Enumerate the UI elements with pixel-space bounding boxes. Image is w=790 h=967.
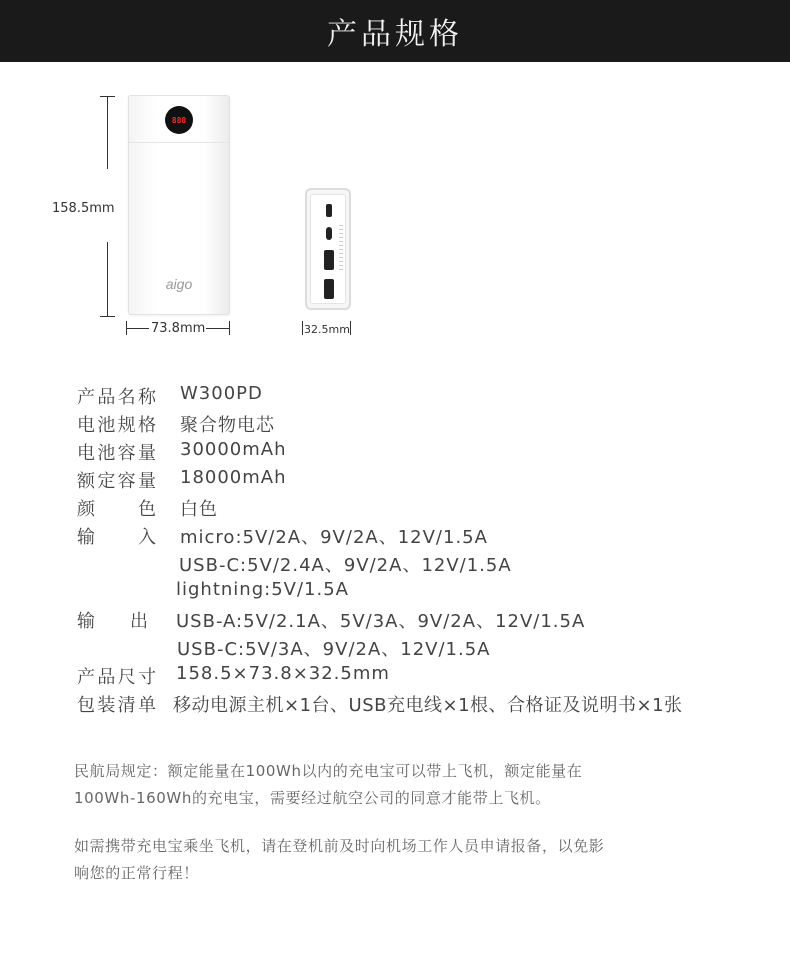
dimension-tick [229,321,230,335]
height-dimension-label: 158.5mm [52,201,115,216]
micro-port-icon [326,204,332,217]
dimension-line [206,328,229,329]
width-dimension-label: 73.8mm [151,321,206,336]
page-title: 产品规格 [327,17,463,52]
spec-label: 产品尺寸 [77,667,157,688]
notice-line: 响您的正常行程！ [74,864,199,882]
travel-reminder-notice [74,833,734,887]
spec-label: 额定容量 [77,471,157,492]
dimension-line [127,328,149,329]
spec-value: 聚合物电芯 [180,415,275,436]
spec-value: W300PD [180,383,263,404]
spec-label: 颜色 [77,499,157,520]
spec-value: 白色 [180,499,218,520]
dimension-line [107,96,108,169]
spec-label: 电池容量 [77,443,157,464]
digital-display-icon [165,106,193,134]
page-header [0,0,790,62]
display-digits: 888 [171,115,187,125]
spec-label: 包装清单 [77,695,157,716]
spec-value: USB-C:5V/2.4A、9V/2A、12V/1.5A [179,555,512,576]
spec-value: 移动电源主机×1台、USB充电线×1根、合格证及说明书×1张 [173,695,683,716]
spec-label: 电池规格 [77,415,157,436]
dimension-tick [100,316,115,317]
notice-line: 100Wh-160Wh的充电宝，需要经过航空公司的同意才能带上飞机。 [74,789,551,807]
usb-c-port-icon [326,227,332,240]
spec-value: 30000mAh [180,439,287,460]
spec-value: micro:5V/2A、9V/2A、12V/1.5A [180,527,488,548]
dimension-tick [302,321,303,335]
dimension-tick [350,321,351,335]
spec-label: 产品名称 [77,387,157,408]
spec-value: USB-C:5V/3A、9V/2A、12V/1.5A [177,639,491,660]
body-seam [129,142,229,143]
spec-value: 158.5×73.8×32.5mm [176,663,390,684]
dimension-line [107,242,108,316]
power-bank-side-image [305,188,351,310]
aigo-logo: aigo [165,276,193,292]
product-figure [0,62,790,362]
port-text-icon [339,225,343,273]
notice-line: 民航局规定：额定能量在100Wh以内的充电宝可以带上飞机，额定能量在 [74,762,583,780]
spec-value: 18000mAh [180,467,287,488]
power-bank-front-image [128,95,230,315]
usb-a-port-icon [324,279,334,299]
usb-a-port-icon [324,250,334,270]
aviation-regulation-notice [74,758,734,812]
port-panel [310,194,346,304]
spec-label: 输出 [77,611,149,632]
spec-value: USB-A:5V/2.1A、5V/3A、9V/2A、12V/1.5A [176,611,586,632]
spec-label: 输入 [77,527,157,548]
notice-line: 如需携带充电宝乘坐飞机，请在登机前及时向机场工作人员申请报备，以免影 [74,837,605,855]
depth-dimension-label: 32.5mm [304,323,350,336]
spec-value: lightning:5V/1.5A [176,579,349,600]
